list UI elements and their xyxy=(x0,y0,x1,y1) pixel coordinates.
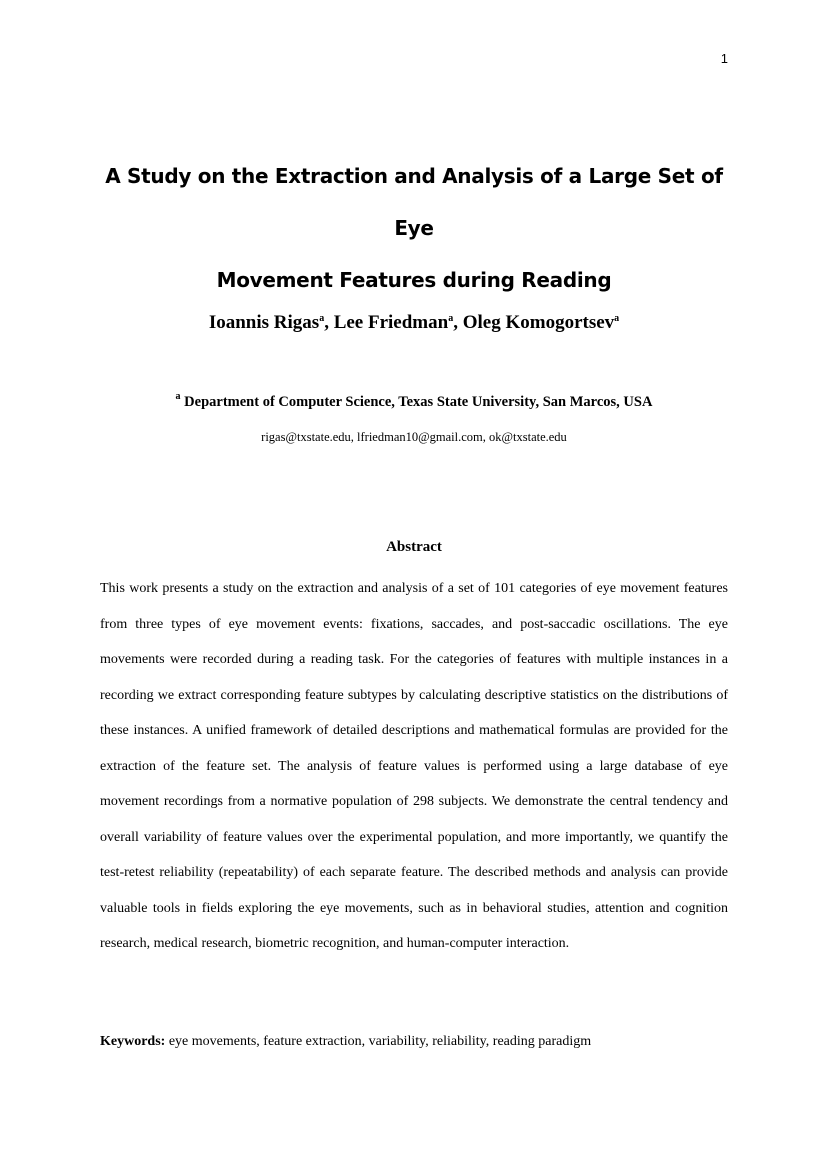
affiliation xyxy=(100,393,728,411)
affiliation-text: Department of Computer Science, Texas State University, San Marcos, USA xyxy=(180,394,653,410)
title-line-2: Movement Features during Reading xyxy=(216,268,612,292)
keywords-label: Keywords: xyxy=(100,1034,166,1049)
paper-title xyxy=(100,150,728,306)
author-name: Oleg Komogortsev xyxy=(462,312,615,333)
author-list xyxy=(100,311,728,335)
affiliation-mark: a xyxy=(448,313,454,324)
affiliation-mark: a xyxy=(175,391,181,402)
keywords xyxy=(100,1031,728,1053)
affiliation-mark: a xyxy=(614,313,620,324)
author-name: Lee Friedman xyxy=(333,312,449,333)
page-number: 1 xyxy=(720,51,728,66)
affiliation-mark: a xyxy=(319,313,325,324)
keywords-text: eye movements, feature extraction, variability, reliability, reading paradigm xyxy=(165,1034,592,1049)
author-separator: , xyxy=(453,312,463,333)
abstract-heading: Abstract xyxy=(386,539,442,555)
abstract-body: This work presents a study on the extraction and analysis of a set of 101 categories of eye movement features from three types of eye movement events: fixations, saccades, and post-saccadic oscillations. The eye movements were recorded during a reading task. For the categories of features with multiple instances in a recording we extract corresponding feature subtypes by calculating descriptive statistics on the distributions of these instances. A unified framework of detailed descriptions and mathematical formulas are provided for the extraction of the feature set. The analysis of feature values is performed using a large database of eye movement recordings from a normative population of 298 subjects. We demonstrate the central tendency and overall variability of feature values over the experimental population, and more importantly, we quantify the test-retest reliability (repeatability) of each separate feature. The described methods and analysis can provide valuable tools in fields exploring the eye movements, such as in behavioral studies, attention and cognition research, medical research, biometric recognition, and human-computer interaction. xyxy=(100,581,728,951)
author-name: Ioannis Rigas xyxy=(208,312,320,333)
author-emails: rigas@txstate.edu, lfriedman10@gmail.com, ok@txstate.edu xyxy=(261,430,567,444)
title-line-1: A Study on the Extraction and Analysis of a Large Set of Eye xyxy=(105,164,723,240)
author-separator: , xyxy=(324,312,334,333)
